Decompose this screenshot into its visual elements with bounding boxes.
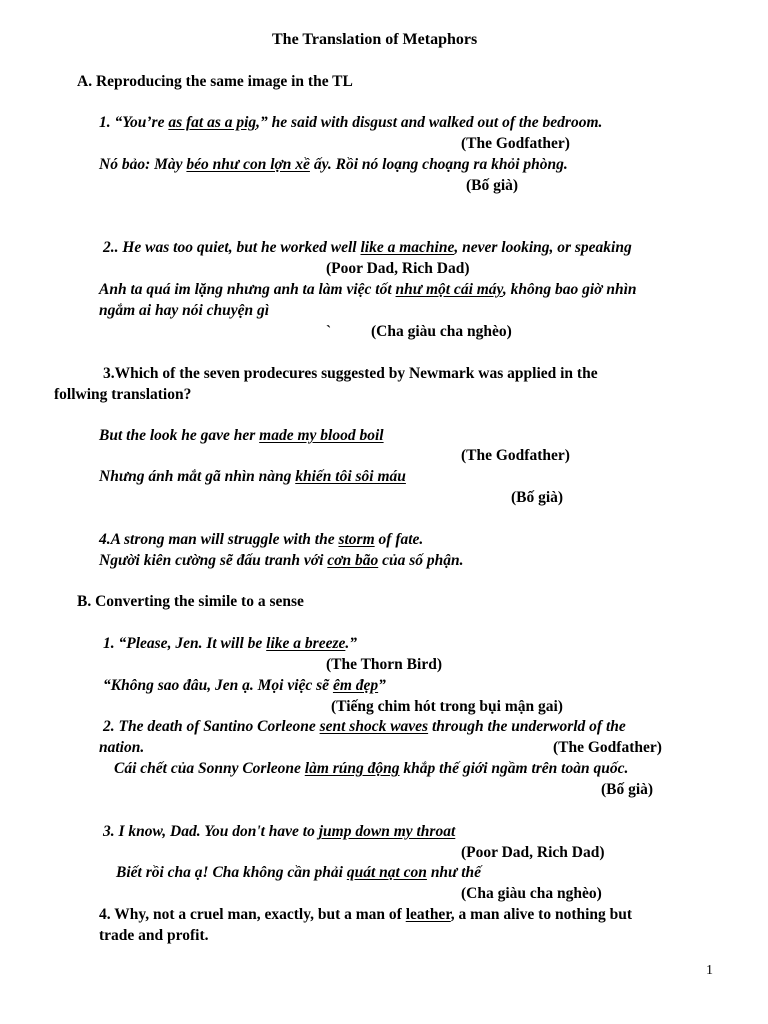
b2-english-line2: nation. xyxy=(99,739,145,756)
a3-english-metaphor: made my blood boil xyxy=(259,427,384,444)
a2-vietnamese-metaphor: như một cái máy xyxy=(395,281,503,298)
a2-vietnamese-source: (Cha giàu cha nghèo) xyxy=(371,323,512,340)
b2-english-metaphor: sent shock waves xyxy=(319,718,429,735)
b1-english-simile: like a breeze xyxy=(266,635,346,652)
b1-vietnamese-source: (Tiếng chim hót trong bụi mận gai) xyxy=(331,698,563,715)
a3-english: But the look he gave her made my blood boil xyxy=(99,427,384,444)
a3-vietnamese: Nhưng ánh mắt gã nhìn nàng khiến tôi sôi máu xyxy=(99,468,406,485)
b1-english: 1. “Please, Jen. It will be like a breeze.” xyxy=(103,635,357,652)
b3-vietnamese-sense: quát nạt con xyxy=(346,864,427,881)
a2-english: 2.. He was too quiet, but he worked well like a machine, never looking, or speaking xyxy=(103,239,632,256)
a4-english-metaphor: storm xyxy=(338,531,375,548)
a2-vietnamese-line2: ngắm ai hay nói chuyện gì xyxy=(99,302,270,319)
b4-english-metaphor: leather xyxy=(405,906,451,923)
a3-question-line2: follwing translation? xyxy=(54,386,192,403)
a1-vietnamese: Nó bảo: Mày béo như con lợn xề ấy. Rồi nó loạng choạng ra khỏi phòng. xyxy=(99,156,568,173)
a1-vietnamese-source: (Bố già) xyxy=(466,177,519,194)
a2-vietnamese-line1: Anh ta quá im lặng nhưng anh ta làm việc tốt như một cái máy, không bao giờ nhìn xyxy=(99,281,637,298)
a3-english-source: (The Godfather) xyxy=(461,447,570,464)
section-a-heading: A. Reproducing the same image in the TL xyxy=(77,73,353,90)
b3-english: 3. I know, Dad. You don't have to jump down my throat xyxy=(103,823,456,840)
a2-tick-mark: ` xyxy=(326,323,332,340)
a1-english-metaphor: as fat as a pig xyxy=(168,114,257,131)
a2-english-source: (Poor Dad, Rich Dad) xyxy=(326,260,470,277)
b1-vietnamese: “Không sao đâu, Jen ạ. Mọi việc sẽ êm đẹp” xyxy=(103,677,386,694)
a1-english: 1. “You’re as fat as a pig,” he said with disgust and walked out of the bedroom. xyxy=(99,114,603,131)
b3-vietnamese-source: (Cha giàu cha nghèo) xyxy=(461,885,602,902)
page-number: 1 xyxy=(706,963,713,978)
b1-vietnamese-sense: êm đẹp xyxy=(332,677,379,694)
a3-question-line1: 3.Which of the seven prodecures suggested by Newmark was applied in the xyxy=(103,365,598,382)
a4-vietnamese: Người kiên cường sẽ đấu tranh với cơn bão của số phận. xyxy=(99,552,464,569)
b3-vietnamese: Biết rồi cha ạ! Cha không cần phải quát nạt con như thế xyxy=(116,864,482,881)
b2-english-source: (The Godfather) xyxy=(553,739,662,756)
a3-vietnamese-source: (Bố già) xyxy=(511,489,564,506)
a1-vietnamese-metaphor: béo như con lợn xề xyxy=(186,156,310,173)
b2-vietnamese-source: (Bố già) xyxy=(601,781,654,798)
b3-english-metaphor: jump down my throat xyxy=(318,823,456,840)
a3-vietnamese-metaphor: khiến tôi sôi máu xyxy=(295,468,406,485)
section-b-heading: B. Converting the simile to a sense xyxy=(77,593,304,610)
a2-english-metaphor: like a machine xyxy=(360,239,455,256)
b4-english-line1: 4. Why, not a cruel man, exactly, but a man of leather, a man alive to nothing but xyxy=(99,906,633,923)
b3-english-source: (Poor Dad, Rich Dad) xyxy=(461,844,605,861)
a1-english-source: (The Godfather) xyxy=(461,135,570,152)
a4-english: 4.A strong man will struggle with the storm of fate. xyxy=(99,531,424,548)
b2-vietnamese-sense: làm rúng động xyxy=(304,760,400,777)
b1-english-source: (The Thorn Bird) xyxy=(326,656,442,673)
page-title: The Translation of Metaphors xyxy=(272,31,478,48)
b2-vietnamese: Cái chết của Sonny Corleone làm rúng động khắp thế giới ngầm trên toàn quốc. xyxy=(114,760,629,777)
a4-vietnamese-metaphor: cơn bão xyxy=(327,552,379,569)
b2-english-line1: 2. The death of Santino Corleone sent shock waves through the underworld of the xyxy=(103,718,626,735)
b4-english-line2: trade and profit. xyxy=(99,927,209,944)
